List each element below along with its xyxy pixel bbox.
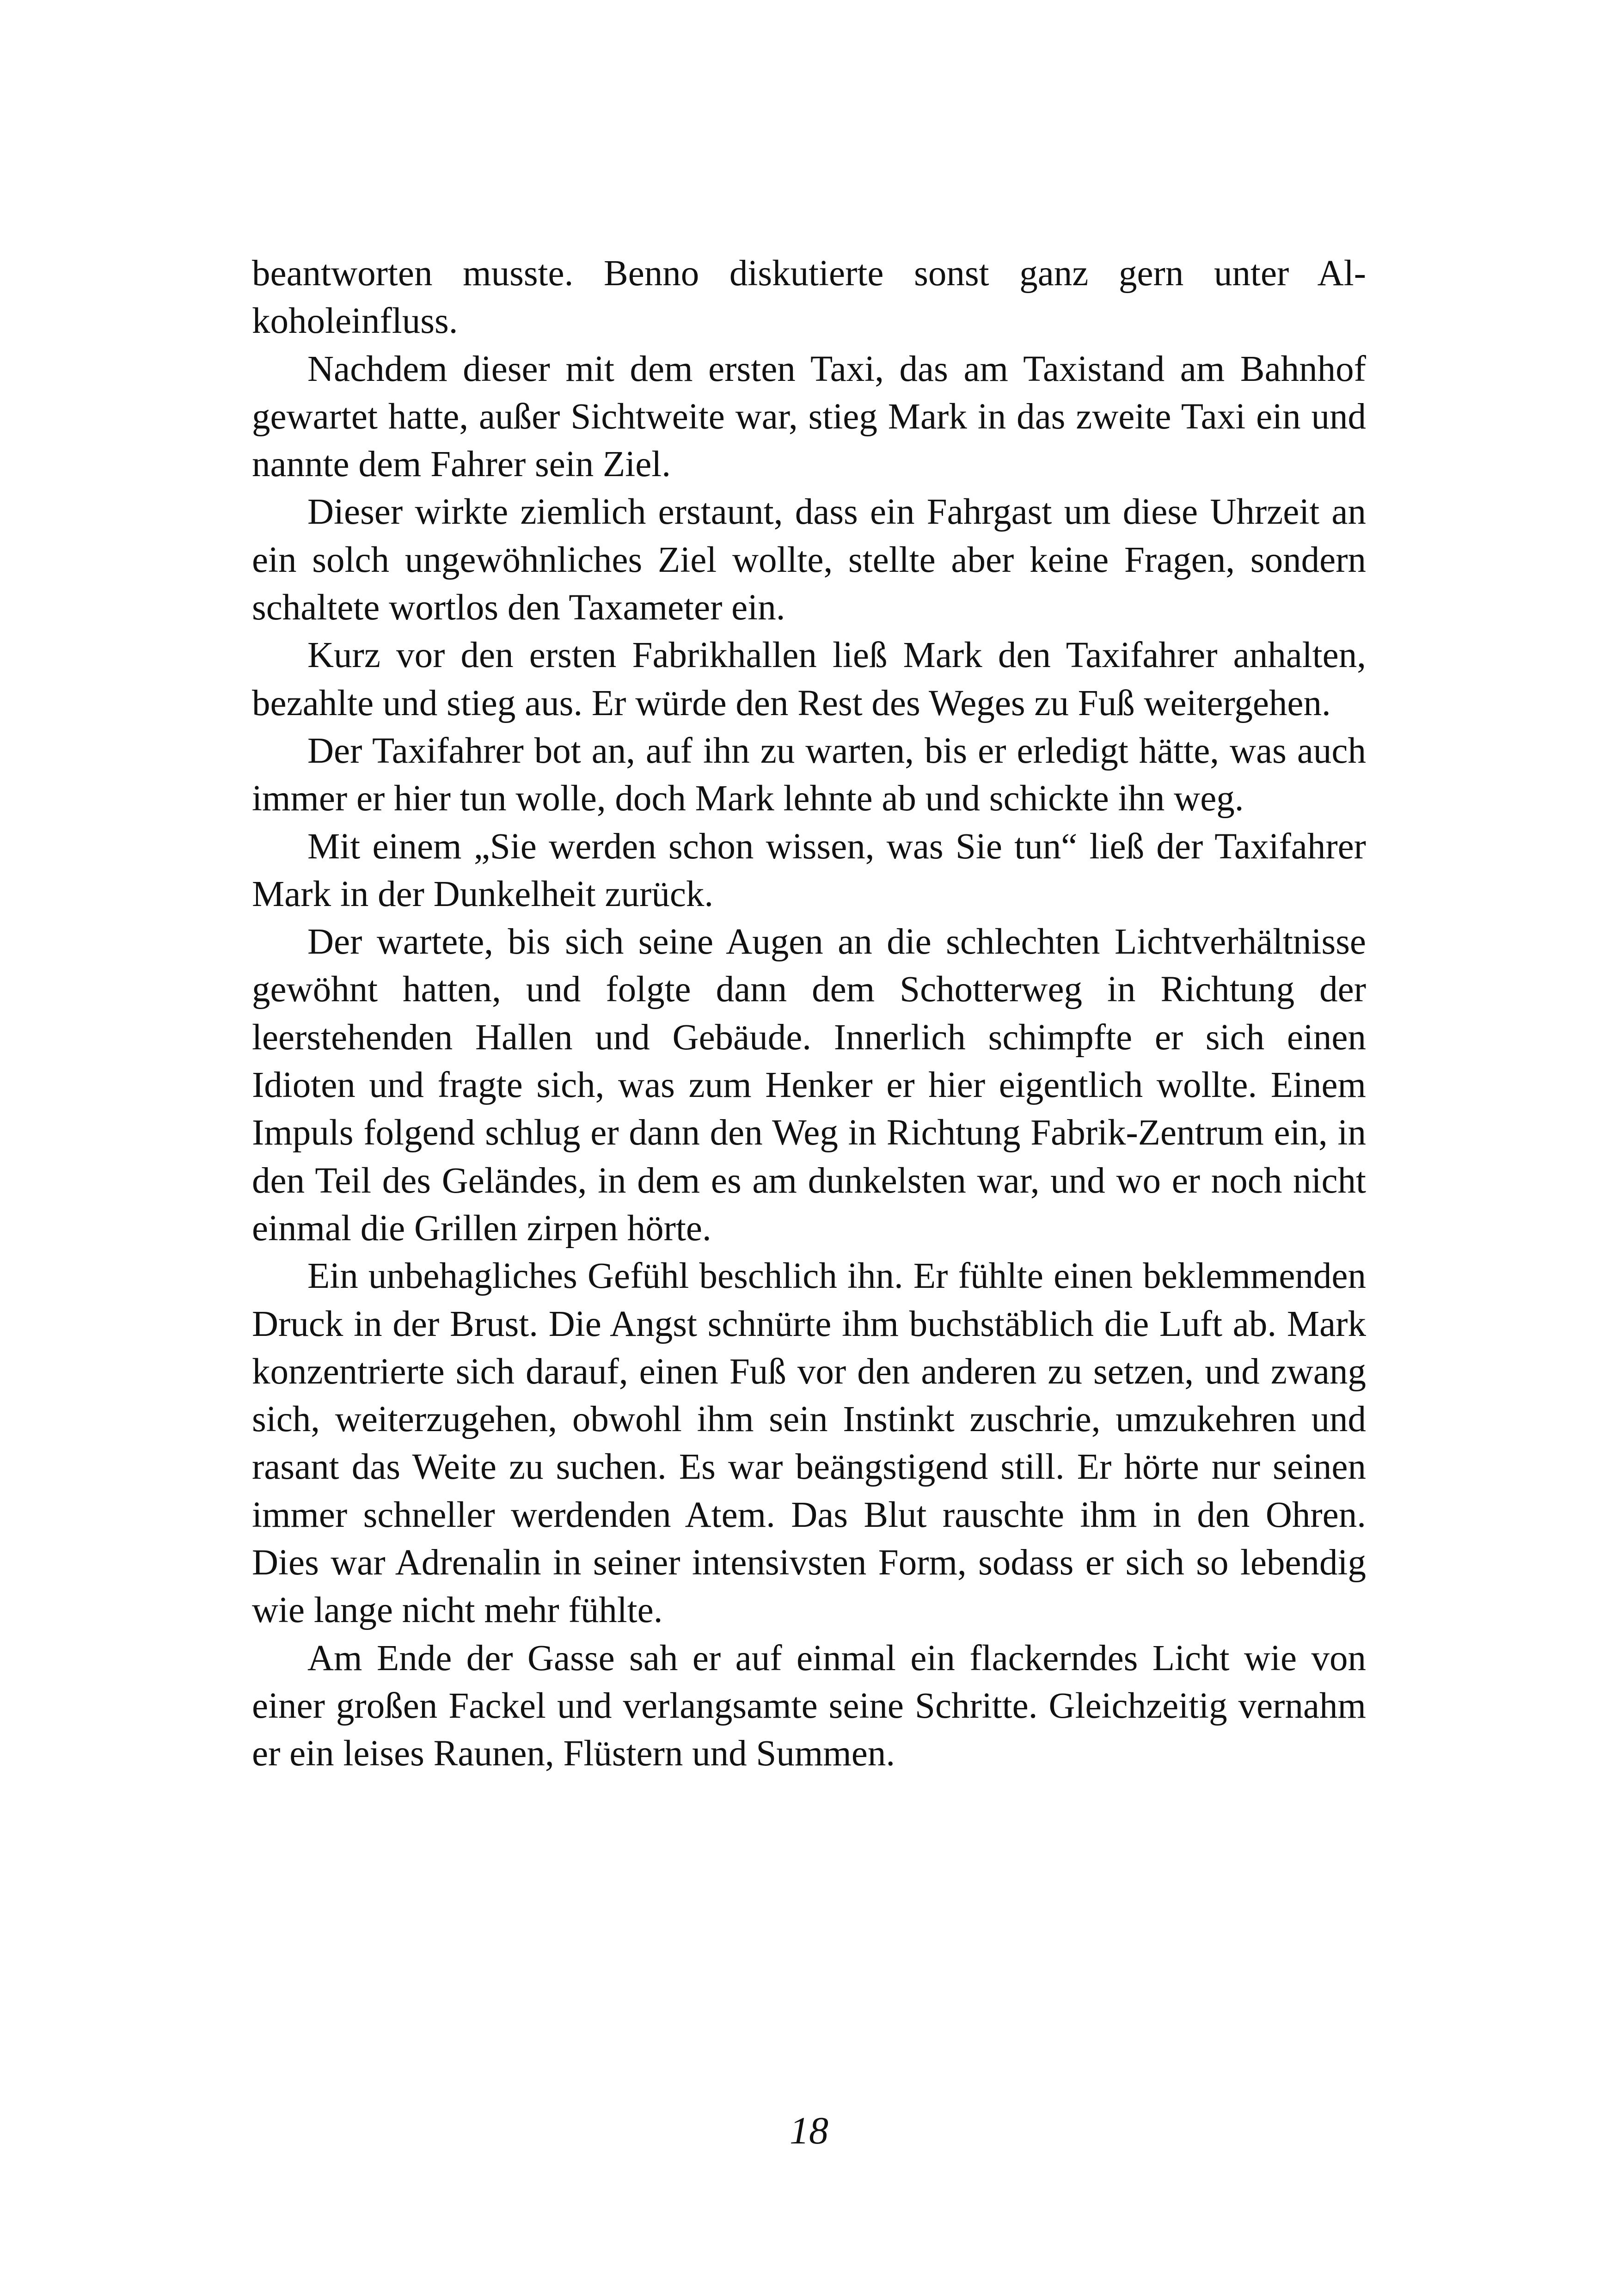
paragraph: Der wartete, bis sich seine Augen an die schlechten Lichtverhältnisse gewöhnt hatten, und folgte dann dem Schotterweg in Richtung der leerstehenden Hallen und Gebäude. Innerlich schimpfte er sich einen Idioten und fragte sich, was zum Henker er hier eigentlich wollte. Einem Impuls folgend schlug er dann den Weg in Richtung Fabrik-Zentrum ein, in den Teil des Geländes, in dem es am dunkelsten war, und wo er noch nicht einmal die Grillen zirpen hörte. [252, 922, 1366, 1249]
paragraph: Kurz vor den ersten Fabrikhallen ließ Mark den Taxifahrer anhalten, bezahlte und stieg aus. Er würde den Rest des Weges zu Fuß weitergehen. [252, 635, 1366, 723]
paragraph: Nachdem dieser mit dem ersten Taxi, das am Taxistand am Bahnhof gewartet hatte, außer Sichtweite war, stieg Mark in das zweite Taxi ein und nannte dem Fahrer sein Ziel. [252, 349, 1366, 485]
page-number: 18 [790, 2109, 828, 2152]
paragraph: Mit einem „Sie werden schon wissen, was Sie tun“ ließ der Taxifahrer Mark in der Dunkelheit zurück. [252, 826, 1366, 914]
paragraph: beantworten musste. Benno diskutierte sonst ganz gern unter Alkoholeinfluss. [252, 253, 1366, 342]
paragraph: Dieser wirkte ziemlich erstaunt, dass ein Fahrgast um diese Uhrzeit an ein solch ungewöhnliches Ziel wollte, stellte aber keine Fragen, sondern schaltete wortlos den Taxameter ein. [252, 492, 1366, 628]
paragraph: Am Ende der Gasse sah er auf einmal ein flackerndes Licht wie von einer großen Fackel und verlangsamte seine Schritte. Gleichzeitig vernahm er ein leises Raunen, Flüstern und Summen. [252, 1638, 1366, 1774]
paragraph: Ein unbehagliches Gefühl beschlich ihn. Er fühlte einen beklemmenden Druck in der Brust. Die Angst schnürte ihm buchstäblich die Luft ab. Mark konzentrierte sich darauf, einen Fuß vor den anderen zu setzen, und zwang sich, weiterzugehen, obwohl ihm sein Instinkt zuschrie, umzukehren und rasant das Weite zu suchen. Es war beängstigend still. Er hörte nur seinen immer schneller werdenden Atem. Das Blut rauschte ihm in den Ohren. Dies war Adrenalin in seiner intensivsten Form, sodass er sich so lebendig wie lange nicht mehr fühlte. [252, 1256, 1366, 1631]
paragraph: Der Taxifahrer bot an, auf ihn zu warten, bis er erledigt hätte, was auch immer er hier tun wolle, doch Mark lehnte ab und schickte ihn weg. [252, 730, 1366, 819]
body-text [252, 250, 1366, 1778]
